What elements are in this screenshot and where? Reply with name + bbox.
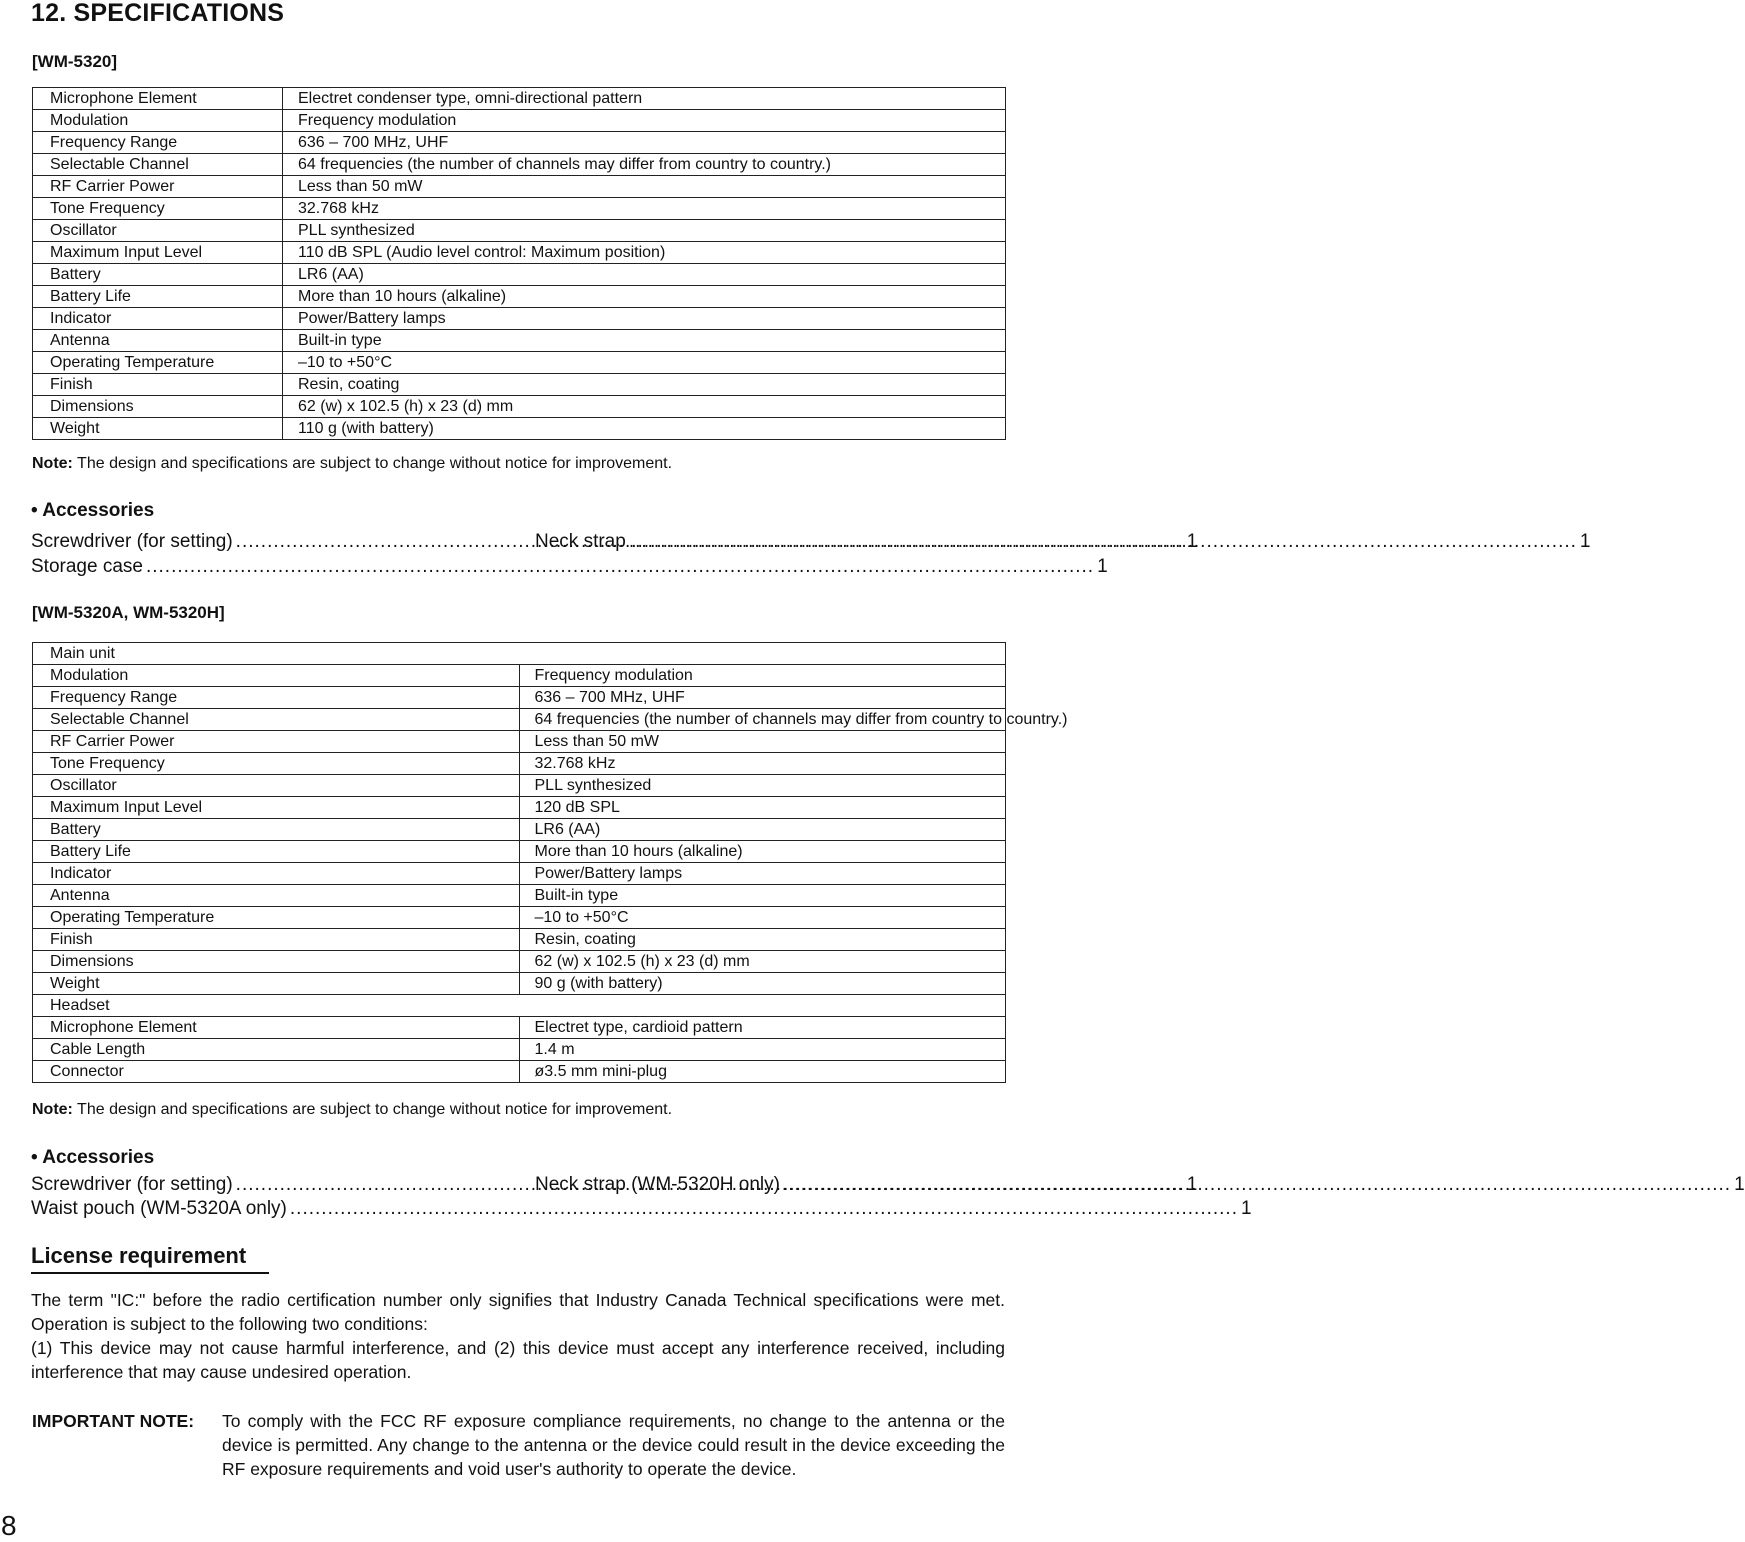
spec-value: ø3.5 mm mini-plug: [519, 1061, 1006, 1083]
spec-row: [33, 308, 1006, 330]
spec-row: [33, 973, 1006, 995]
note-label: Note:: [32, 1101, 73, 1118]
spec-row: [33, 352, 1006, 374]
spec-row: [33, 731, 1006, 753]
spec-value: Less than 50 mW: [519, 731, 1006, 753]
spec-row: [33, 286, 1006, 308]
spec-label: Cable Length: [33, 1039, 520, 1061]
spec-row: [33, 110, 1006, 132]
spec-label: Frequency Range: [33, 687, 520, 709]
spec-value: 110 g (with battery): [283, 418, 1006, 440]
spec-label: Maximum Input Level: [33, 797, 520, 819]
spec-label: Modulation: [33, 110, 283, 132]
spec-label: Dimensions: [33, 396, 283, 418]
spec-row: [33, 374, 1006, 396]
spec-row: [33, 176, 1006, 198]
spec-row: [33, 687, 1006, 709]
spec-label: Tone Frequency: [33, 198, 283, 220]
spec-row: [33, 198, 1006, 220]
spec-row: [33, 1017, 1006, 1039]
leader-dots: [629, 531, 1577, 553]
spec-row: [33, 330, 1006, 352]
spec-row: [33, 907, 1006, 929]
spec-row: [33, 775, 1006, 797]
spec-group-headset: [33, 995, 1006, 1017]
license-title: License requirement: [31, 1243, 269, 1274]
accessories-heading-wm5320: • Accessories: [31, 500, 155, 521]
spec-value: Resin, coating: [519, 929, 1006, 951]
spec-value: Frequency modulation: [519, 665, 1006, 687]
spec-value: Power/Battery lamps: [283, 308, 1006, 330]
leader-dots: [290, 1198, 1238, 1220]
spec-label: Dimensions: [33, 951, 520, 973]
spec-label: Microphone Element: [33, 1017, 520, 1039]
spec-value: 636 – 700 MHz, UHF: [283, 132, 1006, 154]
spec-label: RF Carrier Power: [33, 731, 520, 753]
spec-row: [33, 797, 1006, 819]
spec-row: [33, 88, 1006, 110]
spec-table-wm5320a-h: [32, 642, 1068, 1083]
spec-group-main-unit: [33, 643, 1006, 665]
spec-table-wm5320: [32, 87, 1006, 440]
spec-row: [33, 264, 1006, 286]
section-title: 12. SPECIFICATIONS: [31, 0, 285, 27]
spec-row: [33, 863, 1006, 885]
spec-value: More than 10 hours (alkaline): [283, 286, 1006, 308]
spec-value: 636 – 700 MHz, UHF: [519, 687, 1006, 709]
spec-label: Battery: [33, 264, 283, 286]
accessory-name: Screwdriver (for setting): [31, 1174, 233, 1195]
important-note-text: To comply with the FCC RF exposure compliance requirements, no change to the antenna or the device is permitted. Any change to the antenna or the device could result in the device exceeding the RF exposure requirements and void user's authority to operate the device.: [222, 1411, 1005, 1479]
accessory-qty: 1: [1186, 531, 1198, 552]
model-heading-wm5320a-h: [WM-5320A, WM-5320H]: [32, 603, 225, 622]
spec-value: PLL synthesized: [519, 775, 1006, 797]
spec-row: [33, 841, 1006, 863]
spec-value: LR6 (AA): [283, 264, 1006, 286]
spec-label: Battery Life: [33, 286, 283, 308]
spec-row: [33, 1061, 1006, 1083]
spec-value: 62 (w) x 102.5 (h) x 23 (d) mm: [519, 951, 1006, 973]
spec-label: Indicator: [33, 308, 283, 330]
spec-value: Electret type, cardioid pattern: [519, 1017, 1006, 1039]
spec-label: Frequency Range: [33, 132, 283, 154]
note-wm5320: [32, 455, 672, 473]
spec-label: Oscillator: [33, 775, 520, 797]
license-paragraph-2: (1) This device may not cause harmful interference, and (2) this device must accept any interference received, including interference that may cause undesired operation.: [31, 1338, 1005, 1382]
accessory-qty: 1: [1734, 1174, 1745, 1195]
spec-value: 64 frequencies (the number of channels may differ from country to country.): [283, 154, 1006, 176]
spec-value: PLL synthesized: [283, 220, 1006, 242]
accessory-item: [535, 531, 1591, 553]
spec-value: Frequency modulation: [283, 110, 1006, 132]
accessory-qty: 1: [1186, 1174, 1198, 1195]
accessory-name: Neck strap (WM-5320H only): [535, 1174, 780, 1195]
spec-label: RF Carrier Power: [33, 176, 283, 198]
spec-group-label: Main unit: [33, 643, 1006, 665]
spec-label: Selectable Channel: [33, 709, 520, 731]
spec-label: Finish: [33, 374, 283, 396]
spec-row: [33, 1039, 1006, 1061]
spec-value: 1.4 m: [519, 1039, 1006, 1061]
spec-value: Power/Battery lamps: [519, 863, 1006, 885]
spec-label: Maximum Input Level: [33, 242, 283, 264]
accessory-name: Waist pouch (WM-5320A only): [31, 1198, 287, 1219]
spec-label: Antenna: [33, 885, 520, 907]
accessory-qty: 1: [1097, 556, 1108, 577]
spec-row: [33, 885, 1006, 907]
leader-dots: [146, 556, 1094, 578]
accessory-item: [31, 556, 1108, 578]
spec-label: Tone Frequency: [33, 753, 520, 775]
spec-group-label: Headset: [33, 995, 1006, 1017]
accessory-name: Storage case: [31, 556, 143, 577]
spec-label: Weight: [33, 418, 283, 440]
important-note-label: IMPORTANT NOTE:: [32, 1411, 195, 1431]
spec-label: Modulation: [33, 665, 520, 687]
spec-label: Weight: [33, 973, 520, 995]
spec-label: Battery Life: [33, 841, 520, 863]
leader-dots: [783, 1174, 1731, 1196]
spec-row: [33, 220, 1006, 242]
spec-value: 32.768 kHz: [519, 753, 1006, 775]
note-text: The design and specifications are subject to change without notice for improvement.: [72, 455, 673, 472]
spec-value: 62 (w) x 102.5 (h) x 23 (d) mm: [283, 396, 1006, 418]
spec-row: [33, 154, 1006, 176]
spec-label: Connector: [33, 1061, 520, 1083]
spec-row: [33, 396, 1006, 418]
note-text: The design and specifications are subject to change without notice for improvement.: [72, 1101, 673, 1118]
spec-value: Built-in type: [519, 885, 1006, 907]
spec-value: Built-in type: [283, 330, 1006, 352]
accessory-item: [31, 1198, 1252, 1220]
accessory-name: Neck strap: [535, 531, 626, 552]
license-paragraph-1: The term "IC:" before the radio certification number only signifies that Industry Canada Technical specifications were met. Operation is subject to the following two conditions:: [31, 1290, 1005, 1334]
spec-value: Resin, coating: [283, 374, 1006, 396]
spec-row: [33, 418, 1006, 440]
spec-value: –10 to +50°C: [283, 352, 1006, 374]
spec-value: 32.768 kHz: [283, 198, 1006, 220]
spec-value: 120 dB SPL: [519, 797, 1006, 819]
spec-row: [33, 242, 1006, 264]
spec-label: Oscillator: [33, 220, 283, 242]
spec-label: Finish: [33, 929, 520, 951]
spec-row: [33, 929, 1006, 951]
spec-label: Operating Temperature: [33, 352, 283, 374]
spec-label: Selectable Channel: [33, 154, 283, 176]
spec-label: Battery: [33, 819, 520, 841]
spec-row: [33, 753, 1006, 775]
page-number: 8: [1, 1510, 17, 1541]
spec-value: More than 10 hours (alkaline): [519, 841, 1006, 863]
spec-label: Microphone Element: [33, 88, 283, 110]
spec-value: LR6 (AA): [519, 819, 1006, 841]
accessory-name: Screwdriver (for setting): [31, 531, 233, 552]
spec-label: Operating Temperature: [33, 907, 520, 929]
accessory-qty: 1: [1579, 531, 1591, 552]
spec-value: –10 to +50°C: [519, 907, 1006, 929]
spec-value: 64 frequencies (the number of channels may differ from country to country.): [519, 709, 1006, 731]
accessory-item: [535, 1174, 1745, 1196]
spec-value: 90 g (with battery): [519, 973, 1006, 995]
model-heading-wm5320: [WM-5320]: [32, 52, 118, 71]
spec-row: [33, 819, 1006, 841]
spec-value: 110 dB SPL (Audio level control: Maximum position): [283, 242, 1006, 264]
spec-row: [33, 132, 1006, 154]
spec-value: Less than 50 mW: [283, 176, 1006, 198]
spec-row: [33, 951, 1006, 973]
spec-row: [33, 665, 1006, 687]
accessory-qty: 1: [1241, 1198, 1252, 1219]
spec-row: [33, 709, 1006, 731]
spec-value: Electret condenser type, omni-directional pattern: [283, 88, 1006, 110]
spec-label: Antenna: [33, 330, 283, 352]
note-wm5320a-h: [32, 1101, 672, 1119]
accessories-heading-wm5320a-h: • Accessories: [31, 1147, 155, 1168]
note-label: Note:: [32, 455, 73, 472]
spec-label: Indicator: [33, 863, 520, 885]
